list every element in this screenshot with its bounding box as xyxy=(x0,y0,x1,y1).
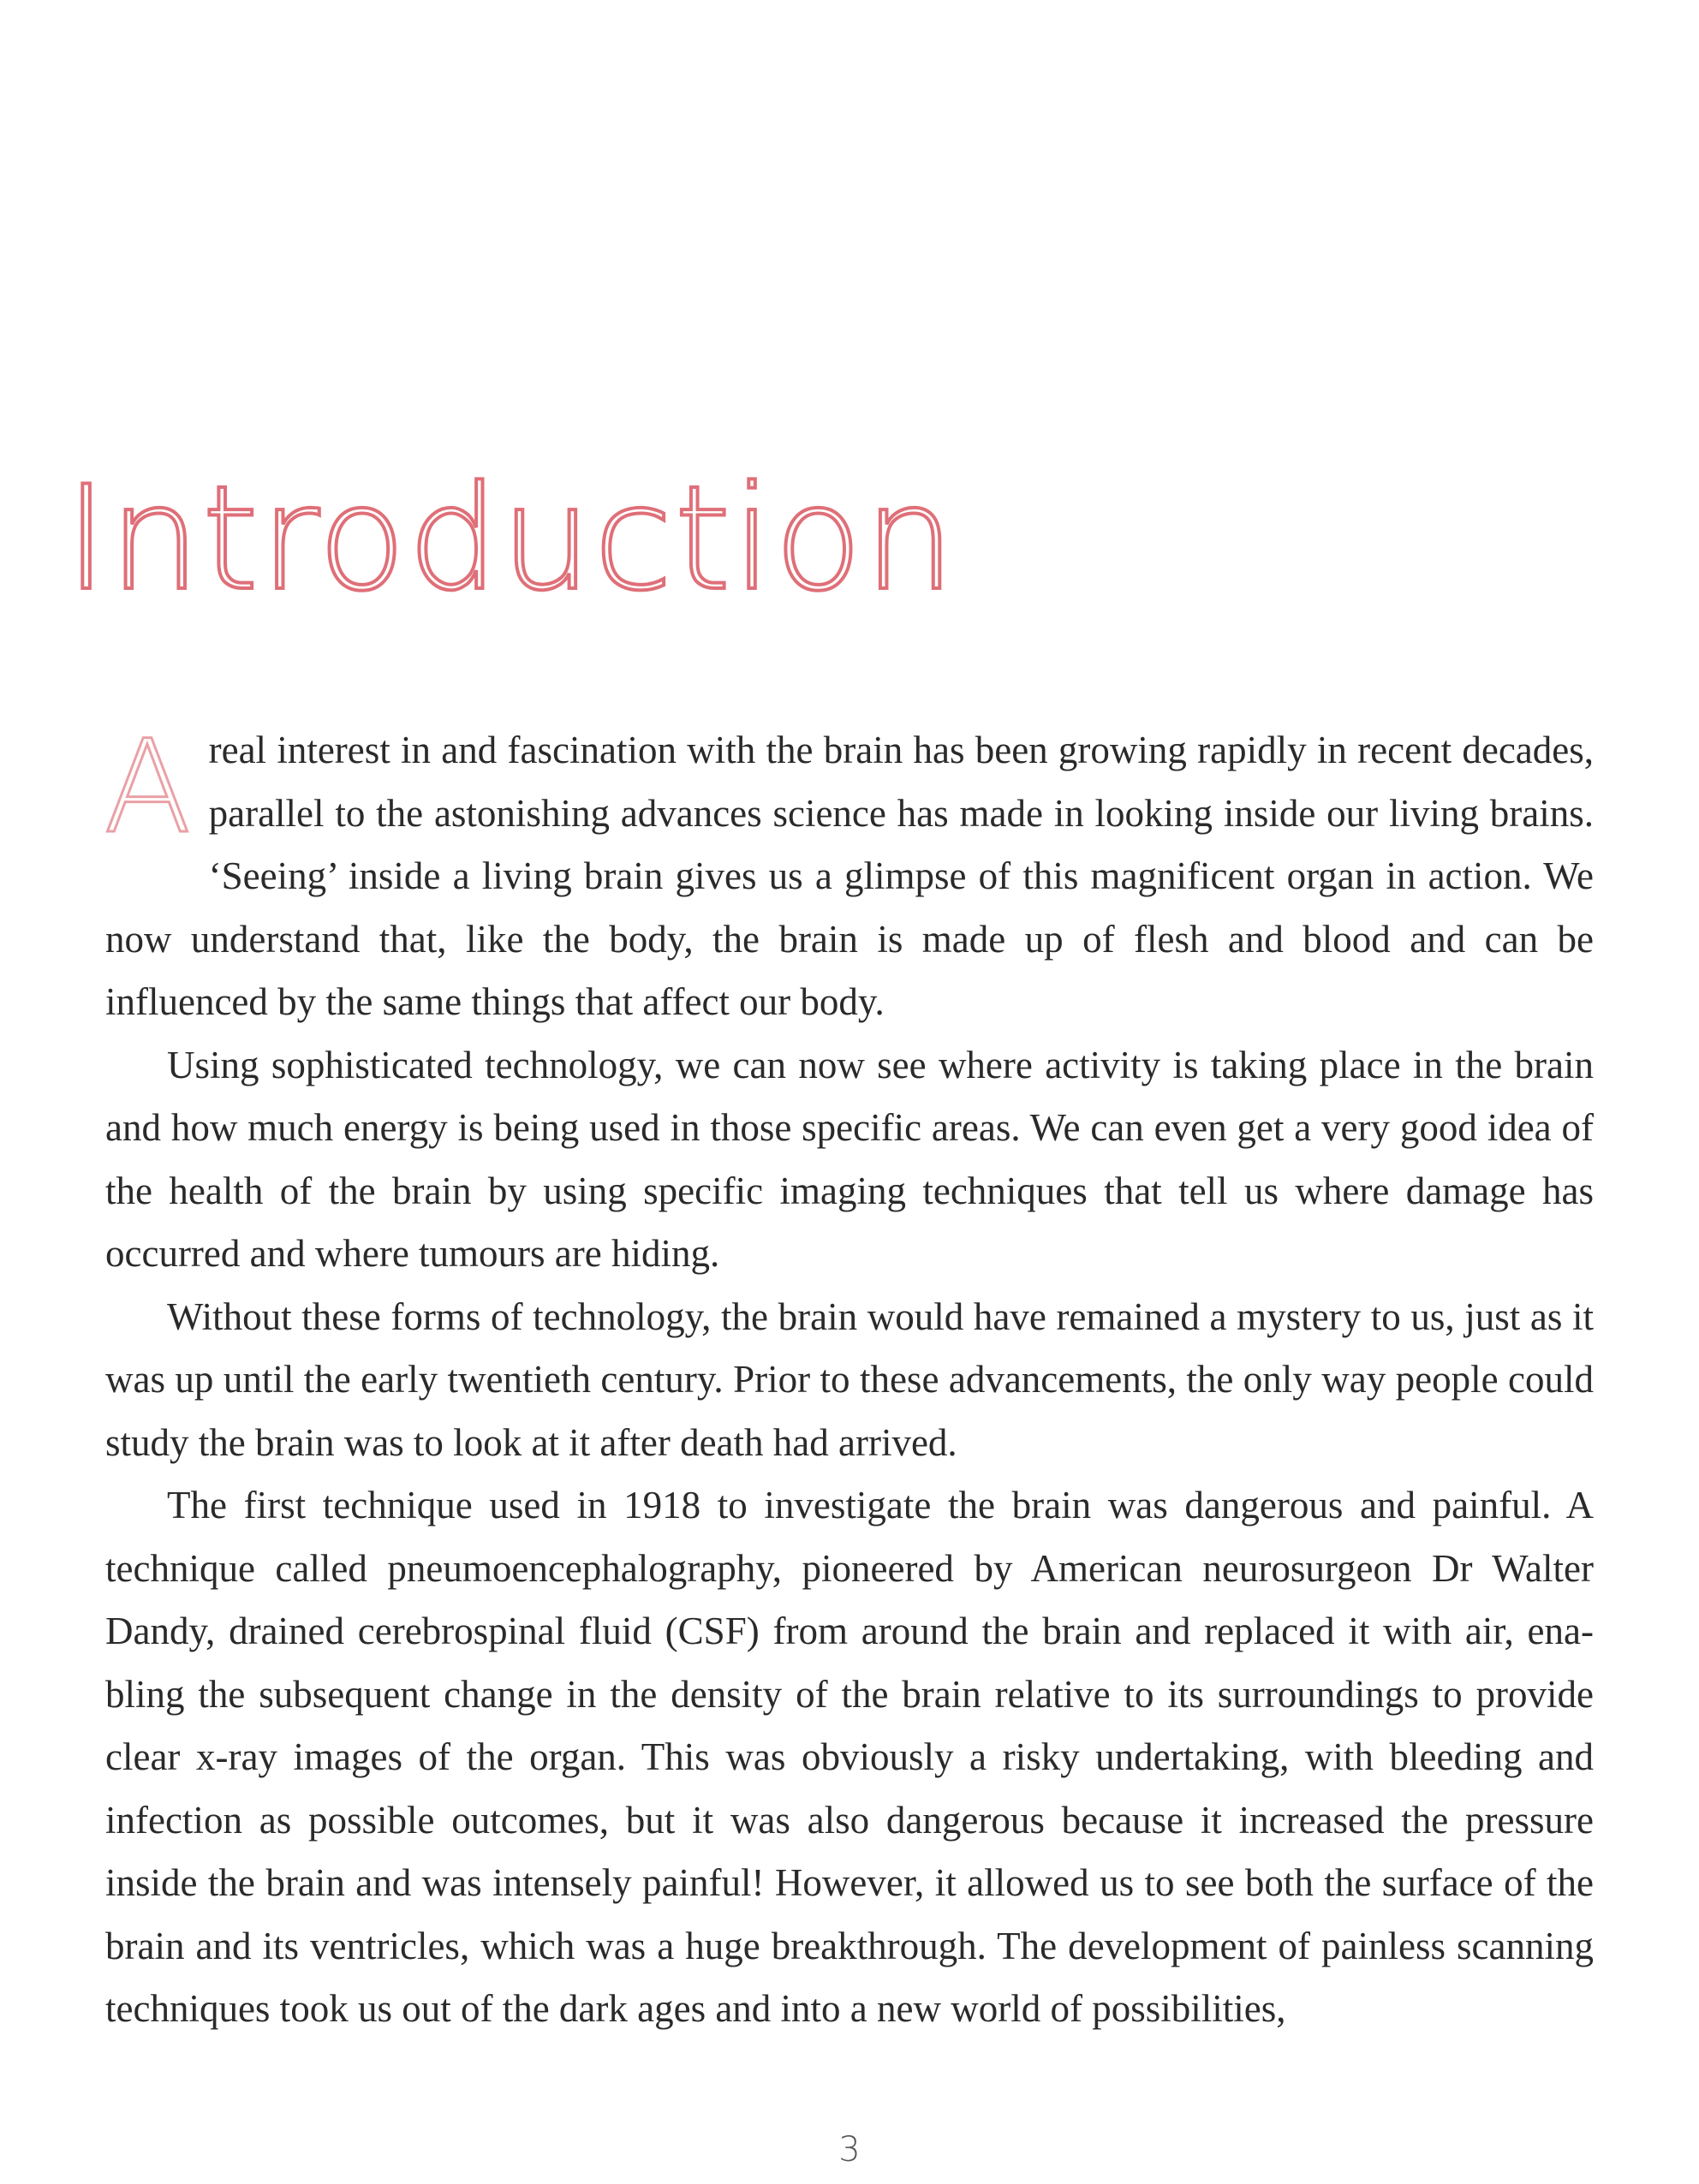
chapter-title: Introduction xyxy=(65,455,957,622)
paragraph-3: Without these forms of technology, the brain would have remained a mystery to us, just as it was up until the early twentieth century. Prior to these advancements, the only way people could study the brain was to look at it after death had arrived. xyxy=(105,1294,1594,1464)
paragraph-1-text: real interest in and fascination with the brain has been growing rapidly in recent decades, parallel to the astonishing advances science has made in looking inside our living brains. ‘Seeing’ inside a living brain gives us a glimpse of this magnificent organ in action. We now understand that, like the body, the brain is made up of flesh and blood and can be influenced by the same things that affect our body. xyxy=(105,729,1594,1023)
page-number: 3 xyxy=(838,2130,861,2169)
paragraph-2: Using sophisticated technology, we can now see where activity is taking place in the brain and how much energy is being used in those specific areas. We can even get a very good idea of the health of the brain by using specific imaging techniques that tell us where damage has occurred and where tumours are hiding. xyxy=(105,1043,1594,1275)
drop-cap: A xyxy=(104,713,192,862)
paragraph-4: The first technique used in 1918 to investigate the brain was dangerous and painful. A technique called pneumoencephalography, pioneered by American neurosurgeon Dr Walter Dandy, drained cerebrospinal fluid (CSF) from around the brain and replaced it with air, enabling the subsequent change in the density of the brain relative to its surroundings to provide clear x-ray images of the organ. This was obviously a risky undertaking, with bleeding and infection as possible outcomes, but it was also dangerous because it increased the pressure inside the brain and was intensely painful! However, it allowed us to see both the surface of the brain and its ventricles, which was a huge breakthrough. The development of painless scanning techniques took us out of the dark ages and into a new world of possibilities, xyxy=(105,1484,1594,2030)
paragraph-1 xyxy=(104,713,1594,1034)
body-text xyxy=(104,713,1594,2041)
